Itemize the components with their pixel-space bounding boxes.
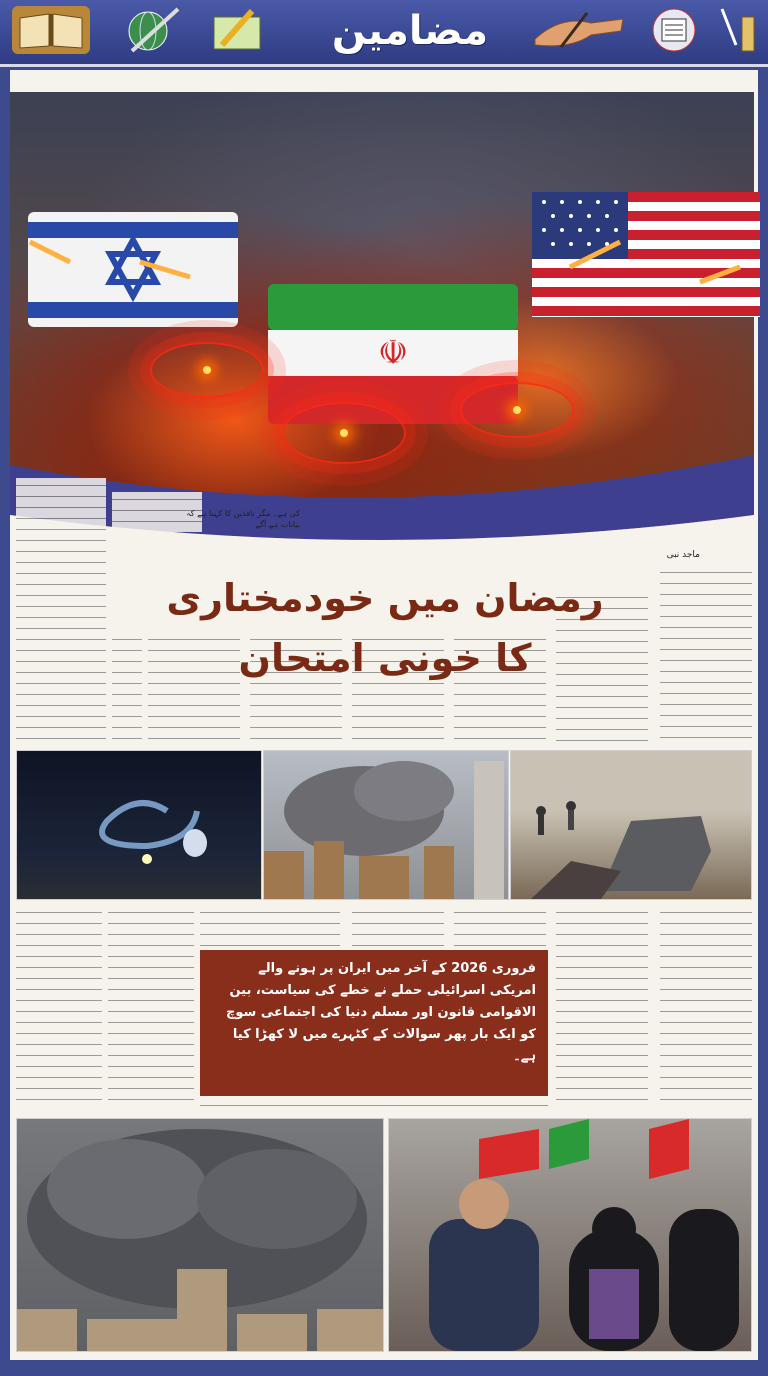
text-column xyxy=(556,905,648,1110)
missile-streaks xyxy=(10,92,754,502)
section-header xyxy=(0,0,768,67)
article-headline: رمضان میں خودمختاری کا خونی امتحان xyxy=(166,576,604,680)
text-column xyxy=(660,905,752,1110)
globe-pen-icon xyxy=(118,6,186,54)
svg-text:☫: ☫ xyxy=(377,333,409,373)
notebook-pencil-icon xyxy=(204,6,270,54)
text-column xyxy=(16,905,102,1110)
text-column xyxy=(16,478,106,746)
hero-illustration xyxy=(10,92,754,502)
missile-night-photo xyxy=(16,750,262,900)
wreckage-photo xyxy=(510,750,752,900)
text-column xyxy=(112,632,142,745)
article-byline: ماجد نبی xyxy=(666,550,700,560)
book-icon xyxy=(12,6,90,54)
large-smoke-photo xyxy=(16,1118,384,1352)
quill-scroll-icon xyxy=(712,6,762,54)
protest-photo xyxy=(388,1118,752,1352)
text-column xyxy=(200,905,340,947)
text-column xyxy=(352,905,444,947)
city-smoke-photo xyxy=(263,750,509,900)
section-title: مضامین xyxy=(331,8,489,54)
signing-hand-icon xyxy=(528,6,632,54)
pull-quote: فروری 2026 کے آخر میں ایران پر ہونے والے امریکی اسرائیلی حملے نے خطے کی سیاست، بین الاقوامی قانون اور مسلم دنیا کی اجتماعی سوچ کو ایک بار پھر سوالات کے کٹہرے میں لا کھڑا کیا ہے۔ xyxy=(200,950,548,1096)
text-column xyxy=(200,1098,548,1112)
intro-snippet: کی ہے۔ مگر نافذین کا کہنا ہے کہ بیانات ہے آگے xyxy=(186,509,300,529)
text-column xyxy=(148,632,240,745)
text-column xyxy=(108,905,194,1110)
text-column xyxy=(454,905,546,947)
newspaper-icon xyxy=(644,6,704,54)
text-column xyxy=(660,565,752,745)
